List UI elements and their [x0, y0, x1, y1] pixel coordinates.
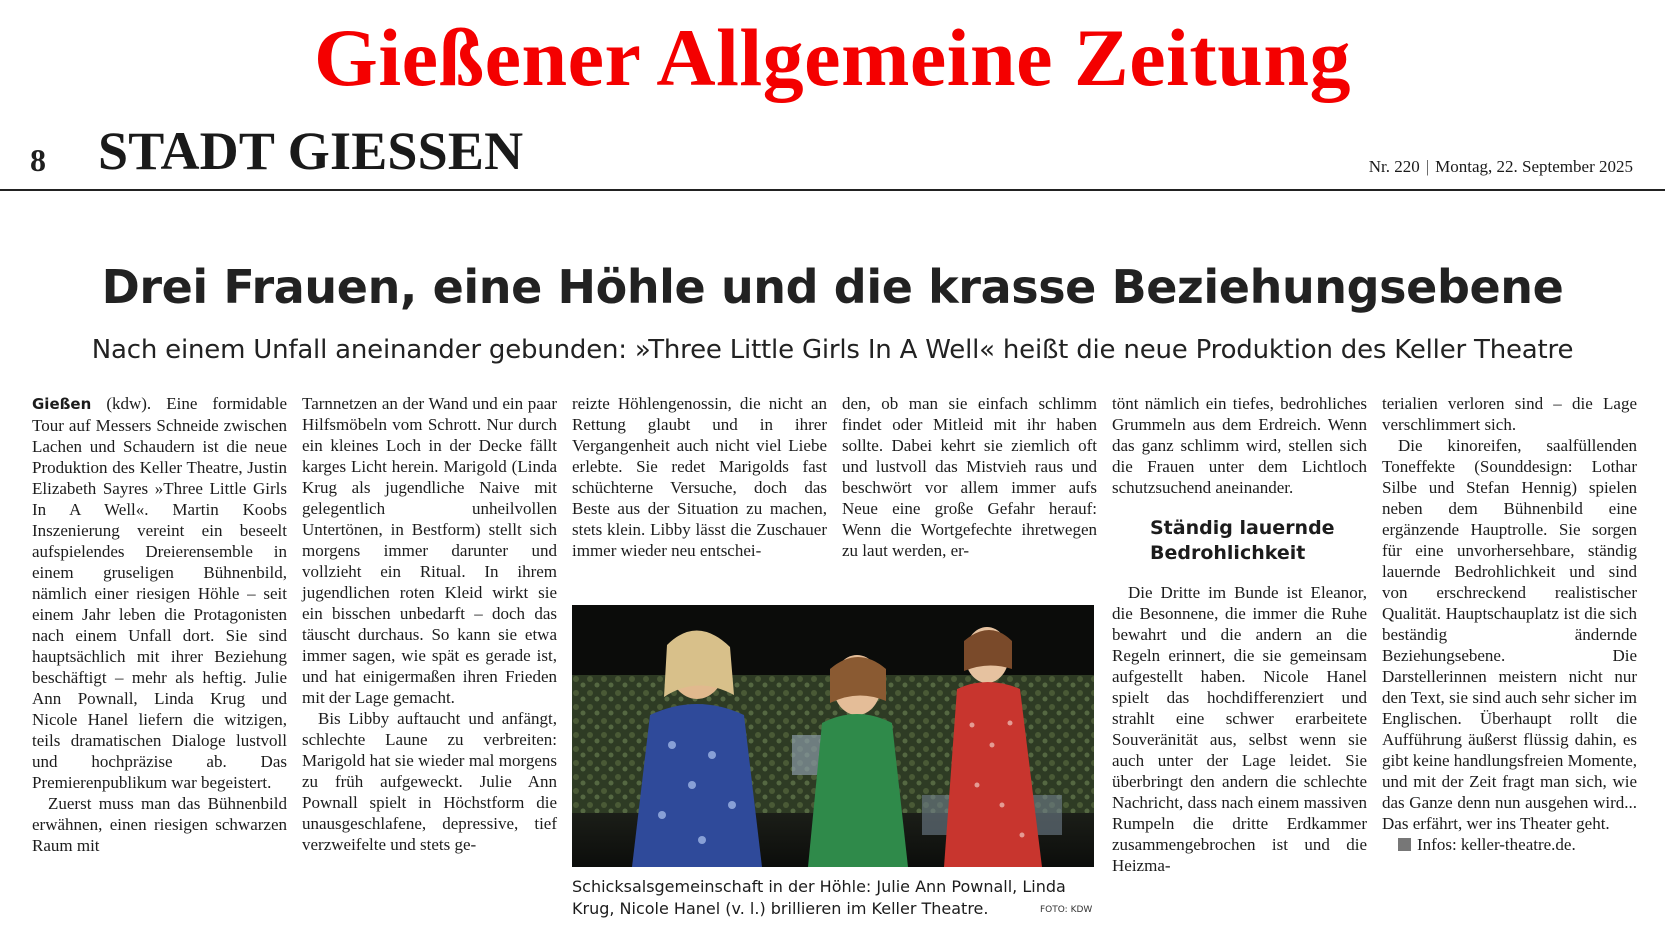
article-column-6	[1382, 393, 1637, 855]
article-paragraph: Die Dritte im Bunde ist Eleanor, die Besonnene, die immer die Ruhe bewahrt und die andern an die Regeln erinnert, die sie gemeinsam aufgestellt haben. Nicole Hanel spielt das hochdifferenziert und strahlt eine schwer erarbeitete Souveränität aus, selbst wenn sie auch unter der Lage leidet. Sie überbringt den andern die schlechte Nachricht, dass nach einem massiven Rumpeln die dritte Erdkammer zusammengebrochen ist und die Heizma-	[1112, 583, 1367, 875]
article-column-3	[572, 393, 827, 561]
article-subheadline: Nach einem Unfall aneinander gebunden: »Three Little Girls In A Well« heißt die neue Produktion des Keller Theatre	[91, 335, 1574, 365]
article-paragraph: terialien verloren sind – die Lage verschlimmert sich.	[1382, 394, 1637, 434]
info-square-icon	[1398, 838, 1411, 851]
info-line	[1382, 834, 1637, 855]
article-crosshead: Ständig lauernde Bedrohlichkeit	[1150, 517, 1335, 564]
photo-caption: Schicksalsgemeinschaft in der Höhle: Julie Ann Pownall, Linda Krug, Nicole Hanel (v. l.) brillieren im Keller Theatre.	[572, 877, 1066, 918]
article-paragraph	[32, 393, 287, 793]
issue-line	[1369, 157, 1633, 177]
section-title: STADT GIESSEN	[98, 121, 524, 181]
article-column-5	[1112, 393, 1367, 876]
article-headline: Drei Frauen, eine Höhle und die krasse Beziehungsebene	[101, 260, 1564, 314]
article-paragraph: Tarnnetzen an der Wand und ein paar Hilfsmöbeln vom Schrott. Nur durch ein kleines Loch in der Decke fällt karges Licht herein. Marigold (Linda Krug als jugendliche Naive mit gelegentlich unheilvollen Untertönen, in Bestform) stellt sich morgens immer darunter und vollzieht ein Ritual. In ihrem jugendlichen roten Kleid wirkt sie ein bisschen unbedarft – doch das täuscht durchaus. So kann sie etwa immer sagen, wie spät es gerade ist, und hat einigermaßen ihren Frieden mit der Lage gemacht.	[302, 394, 557, 707]
article-dateline: Gießen	[32, 395, 92, 413]
newspaper-masthead: Gießener Allgemeine Zeitung	[314, 12, 1351, 103]
article-paragraph: den, ob man sie einfach schlimm findet oder Mitleid mit ihr haben sollte. Dabei kehrt sie ziemlich oft und lustvoll das Mistvieh raus und beschwört vor allem immer aufs Neue eine große Gefahr herauf: Wenn die Wortgefechte ihretwegen zu laut werden, er-	[842, 394, 1097, 560]
info-link[interactable]: Infos: keller-theatre.de.	[1417, 835, 1576, 854]
header-rule	[0, 189, 1665, 191]
page-number: 8	[30, 142, 46, 178]
article-text: (kdw). Eine formidable Tour auf Messers Schneide zwischen Lachen und Schaudern ist die neue Produktion des Keller Theatre, Justin Elizabeth Sayres »Three Little Girls In A Well«. Martin Koobs Inszenierung vereint ein beseelt aufspielendes Dreierensemble in einem gruseligen Bühnenbild, nämlich einer riesigen Höhle – seit einem Jahr leben die Protagonisten nach einem Unfall dort. Sie sind hauptsächlich mit ihrer Beziehung beschäftigt – mehr als heftig. Julie Ann Pownall, Linda Krug und Nicole Hanel liefern die witzigen, teils dramatischen Dialoge lustvoll und hochpräzise ab. Das Premierenpublikum war begeistert.	[32, 394, 287, 792]
article-paragraph: reizte Höhlengenossin, die nicht an Rettung glaubt und in ihrer Vergangenheit auch nicht viel Liebe erlebte. Sie redet Marigolds fast schüchterne Versuche, doch das Beste aus der Situation zu machen, stets klein. Libby lässt die Zuschauer immer wieder neu entschei-	[572, 394, 827, 560]
article-column-2	[302, 393, 557, 855]
issue-separator: |	[1425, 157, 1430, 176]
stage-photo-illustration	[572, 605, 1094, 867]
article-paragraph: Bis Libby auftaucht und anfängt, schlechte Laune zu verbreiten: Marigold hat sie wieder mal morgens zu früh aufgeweckt. Julie Ann Pownall spielt in Höchstform die unausgeschlafene, depressive, tief verzweifelte und stets ge-	[302, 709, 557, 854]
issue-number: Nr. 220	[1368, 157, 1420, 176]
issue-date: Montag, 22. September 2025	[1435, 157, 1633, 176]
article-column-1	[32, 393, 287, 856]
article-paragraph: Zuerst muss man das Bühnenbild erwähnen, einen riesigen schwarzen Raum mit	[32, 794, 287, 855]
article-photo	[572, 605, 1094, 867]
photo-credit: FOTO: KDW	[1040, 905, 1093, 915]
article-column-4	[842, 393, 1097, 561]
article-paragraph: tönt nämlich ein tiefes, bedrohliches Grummeln aus dem Erdreich. Wenn das ganz schlimm wird, stellen sich die Frauen unter dem Lichtloch schutzsuchend aneinander.	[1112, 394, 1367, 497]
article-paragraph: Die kinoreifen, saalfüllenden Toneffekte (Sounddesign: Lothar Silbe und Stefan Hennig) spielen neben dem Bühnenbild eine ergänzende Hauptrolle. Sie sorgen für eine unvorhersehbare, ständig lauernde Bedrohlichkeit und sind von erschreckend realistischer Qualität. Hauptschauplatz ist die sich beständig ändernde Beziehungsebene. Die Darstellerinnen meistern nicht nur den Text, sie sind auch sehr sicher im Englischen. Überhaupt rollt die Aufführung äußerst flüssig dahin, es gibt keine handlungsfreien Momente, und mit der Zeit fragt man sich, wie das Ganze denn nun ausgehen wird... Das erfährt, wer ins Theater geht.	[1382, 436, 1637, 833]
